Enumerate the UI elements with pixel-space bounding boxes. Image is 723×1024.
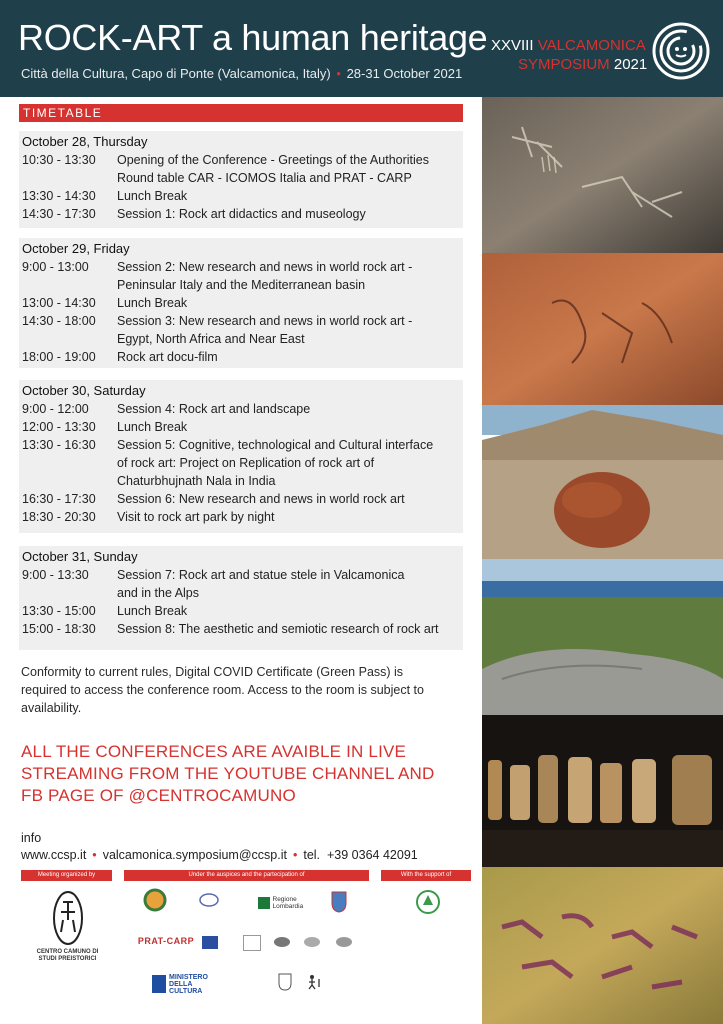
event-place: Città della Cultura, Capo di Ponte (Valcamonica, Italy) [21, 66, 331, 81]
row-time: 18:30 - 20:30 [22, 510, 96, 524]
organized-by-bar: Meeting organized by [21, 870, 112, 881]
row-line: Round table CAR - ICOMOS Italia and PRAT - CARP [117, 171, 412, 185]
row-line: Peninsular Italy and the Mediterranean basin [117, 278, 366, 292]
ministero-line: CULTURA [169, 987, 203, 995]
photo-painted-rock [482, 253, 723, 405]
partner-logo-6 [302, 934, 322, 950]
prat-carp-logo [133, 933, 199, 949]
timetable-heading: TIMETABLE [19, 104, 463, 122]
centro-camuno-logo [30, 886, 105, 966]
tel-label: tel. [303, 848, 321, 862]
subtitle-separator: • [336, 66, 341, 81]
auspices-bar: Under the auspices and the partecipation of [124, 870, 369, 881]
row-line: Opening of the Conference - Greetings of the Authorities [117, 153, 429, 167]
crest-icon [278, 973, 292, 991]
schedule-row [19, 436, 463, 490]
crest-icon [331, 891, 347, 913]
ministero-text [169, 974, 208, 995]
row-line: Session 5: Cognitive, technological and Cultural interface [117, 438, 434, 452]
photo-colored-rock-art [482, 867, 723, 1024]
contact-separator: • [292, 848, 298, 862]
schedule-row [19, 258, 463, 294]
day-title: October 28, Thursday [22, 134, 148, 149]
support-bar: With the support of [381, 870, 471, 881]
row-description [117, 151, 463, 187]
row-description: Session 4: Rock art and landscape [117, 402, 311, 416]
schedule-row [19, 348, 463, 366]
eu-flag-icon [202, 936, 218, 949]
row-line: Egypt, North Africa and Near East [117, 332, 305, 346]
edition-year: 2021 [613, 56, 648, 73]
day-block-oct-31 [19, 546, 463, 650]
live-line: STREAMING FROM THE YOUTUBE CHANNEL AND [21, 764, 435, 783]
row-description: Session 6: New research and news in world rock art [117, 492, 405, 506]
row-description: Lunch Break [117, 189, 188, 203]
row-time: 10:30 - 13:30 [22, 153, 96, 167]
schedule-row [19, 418, 463, 436]
day-title: October 29, Friday [22, 241, 130, 256]
row-line: of rock art: Project on Replication of rock art of [117, 456, 375, 470]
schedule-row [19, 602, 463, 620]
partner-logo-7 [334, 934, 354, 950]
row-description [117, 566, 463, 602]
row-time: 14:30 - 18:00 [22, 314, 96, 328]
edition-line-1 [491, 37, 646, 54]
row-line: Session 2: New research and news in world rock art - [117, 260, 413, 274]
photo-statue-steles [482, 715, 723, 867]
page-header [0, 0, 723, 97]
partner-logo-2 [196, 888, 222, 912]
day-title: October 31, Sunday [22, 549, 138, 564]
email-link[interactable]: valcamonica.symposium@ccsp.it [102, 848, 287, 862]
phone-number[interactable]: +39 0364 42091 [327, 848, 418, 862]
schedule-row [19, 294, 463, 312]
day-block-oct-29 [19, 238, 463, 368]
ministero-line: DELLA [169, 980, 193, 988]
ministero-cultura-logo [148, 972, 212, 996]
bird-emblem-icon [273, 935, 291, 949]
tree-emblem-icon [415, 889, 441, 915]
edition-line-2 [518, 56, 647, 73]
edition-symposium: SYMPOSIUM [518, 56, 610, 73]
regione-lombardia-logo [257, 894, 307, 912]
stone-emblem-icon [335, 935, 353, 949]
covid-note [21, 663, 461, 717]
row-time: 15:00 - 18:30 [22, 622, 96, 636]
partner-logo-5 [272, 934, 292, 950]
ministero-emblem-icon [152, 975, 166, 993]
day-block-oct-28 [19, 131, 463, 228]
event-subtitle [21, 66, 462, 81]
photo-engraved-rock [482, 97, 723, 253]
ministero-line: MINISTERO [169, 973, 208, 981]
website-link[interactable]: www.ccsp.it [21, 848, 87, 862]
row-description [117, 436, 463, 490]
row-time: 9:00 - 13:00 [22, 260, 89, 274]
spiral-logo-icon [652, 22, 710, 80]
schedule-row [19, 187, 463, 205]
row-time: 13:30 - 15:00 [22, 604, 96, 618]
live-line: FB PAGE OF @CENTROCAMUNO [21, 786, 296, 805]
photo-coastal-rock [482, 559, 723, 715]
note-line: Conformity to current rules, Digital COVID Certificate (Green Pass) is [21, 665, 404, 679]
regione-emblem-icon [258, 897, 270, 909]
row-description: Lunch Break [117, 604, 188, 618]
contact-separator: • [92, 848, 97, 862]
edition-roman: XXVIII [491, 37, 534, 54]
row-time: 16:30 - 17:30 [22, 492, 96, 506]
schedule-row [19, 205, 463, 223]
row-line: Session 3: New research and news in world rock art - [117, 314, 413, 328]
schedule-row [19, 312, 463, 348]
row-time: 9:00 - 12:00 [22, 402, 89, 416]
partner-logo-1 [137, 885, 173, 915]
row-line: Chaturbhujnath Nala in India [117, 474, 276, 488]
schedule-row [19, 620, 463, 638]
regione-text: Regione Lombardia [272, 896, 304, 910]
row-time: 13:00 - 14:30 [22, 296, 96, 310]
row-time: 13:30 - 14:30 [22, 189, 96, 203]
row-description [117, 258, 463, 294]
centro-camuno-emblem-icon [51, 890, 85, 946]
photo-desert-boulder [482, 405, 723, 559]
schedule-row [19, 400, 463, 418]
row-description: Lunch Break [117, 296, 188, 310]
row-line: Session 7: Rock art and statue stele in Valcamonica [117, 568, 405, 582]
row-time: 12:00 - 13:30 [22, 420, 96, 434]
row-description: Session 1: Rock art didactics and museology [117, 207, 366, 221]
row-description: Session 8: The aesthetic and semiotic research of rock art [117, 622, 439, 636]
row-description: Rock art docu-film [117, 350, 218, 364]
schedule-row [19, 490, 463, 508]
row-description: Lunch Break [117, 420, 188, 434]
live-line: ALL THE CONFERENCES ARE AVAIBLE IN LIVE [21, 742, 407, 761]
partner-logo-4 [243, 935, 261, 951]
event-title: ROCK-ART a human heritage [18, 17, 488, 58]
support-logo [413, 887, 443, 917]
centro-camuno-text: CENTRO CAMUNO DI STUDI PREISTORICI [36, 948, 99, 962]
schedule-row [19, 151, 463, 187]
figure-emblem-icon [306, 973, 324, 991]
row-line: and in the Alps [117, 586, 200, 600]
event-dates: 28-31 October 2021 [346, 66, 463, 81]
partner-emblem-icon [140, 888, 170, 912]
row-time: 9:00 - 13:30 [22, 568, 89, 582]
prat-carp-text: PRAT-CARP [137, 936, 195, 946]
day-title: October 30, Saturday [22, 383, 146, 398]
row-time: 14:30 - 17:30 [22, 207, 96, 221]
contact-line [21, 848, 418, 862]
partner-logo-3 [329, 890, 349, 914]
partner-emblem-icon [198, 890, 220, 910]
info-label: info [21, 831, 42, 845]
schedule-row [19, 508, 463, 526]
edition-name: VALCAMONICA [537, 37, 646, 54]
day-block-oct-30 [19, 380, 463, 533]
row-description: Visit to rock art park by night [117, 510, 275, 524]
row-description [117, 312, 463, 348]
partner-logo-9 [305, 972, 325, 992]
note-line: availability. [21, 701, 82, 715]
live-streaming-notice [21, 741, 471, 807]
row-time: 13:30 - 16:30 [22, 438, 96, 452]
partner-logo-8 [276, 972, 294, 992]
row-time: 18:00 - 19:00 [22, 350, 96, 364]
note-line: required to access the conference room. Access to the room is subject to [21, 683, 424, 697]
schedule-row [19, 566, 463, 602]
stone-emblem-icon [303, 935, 321, 949]
